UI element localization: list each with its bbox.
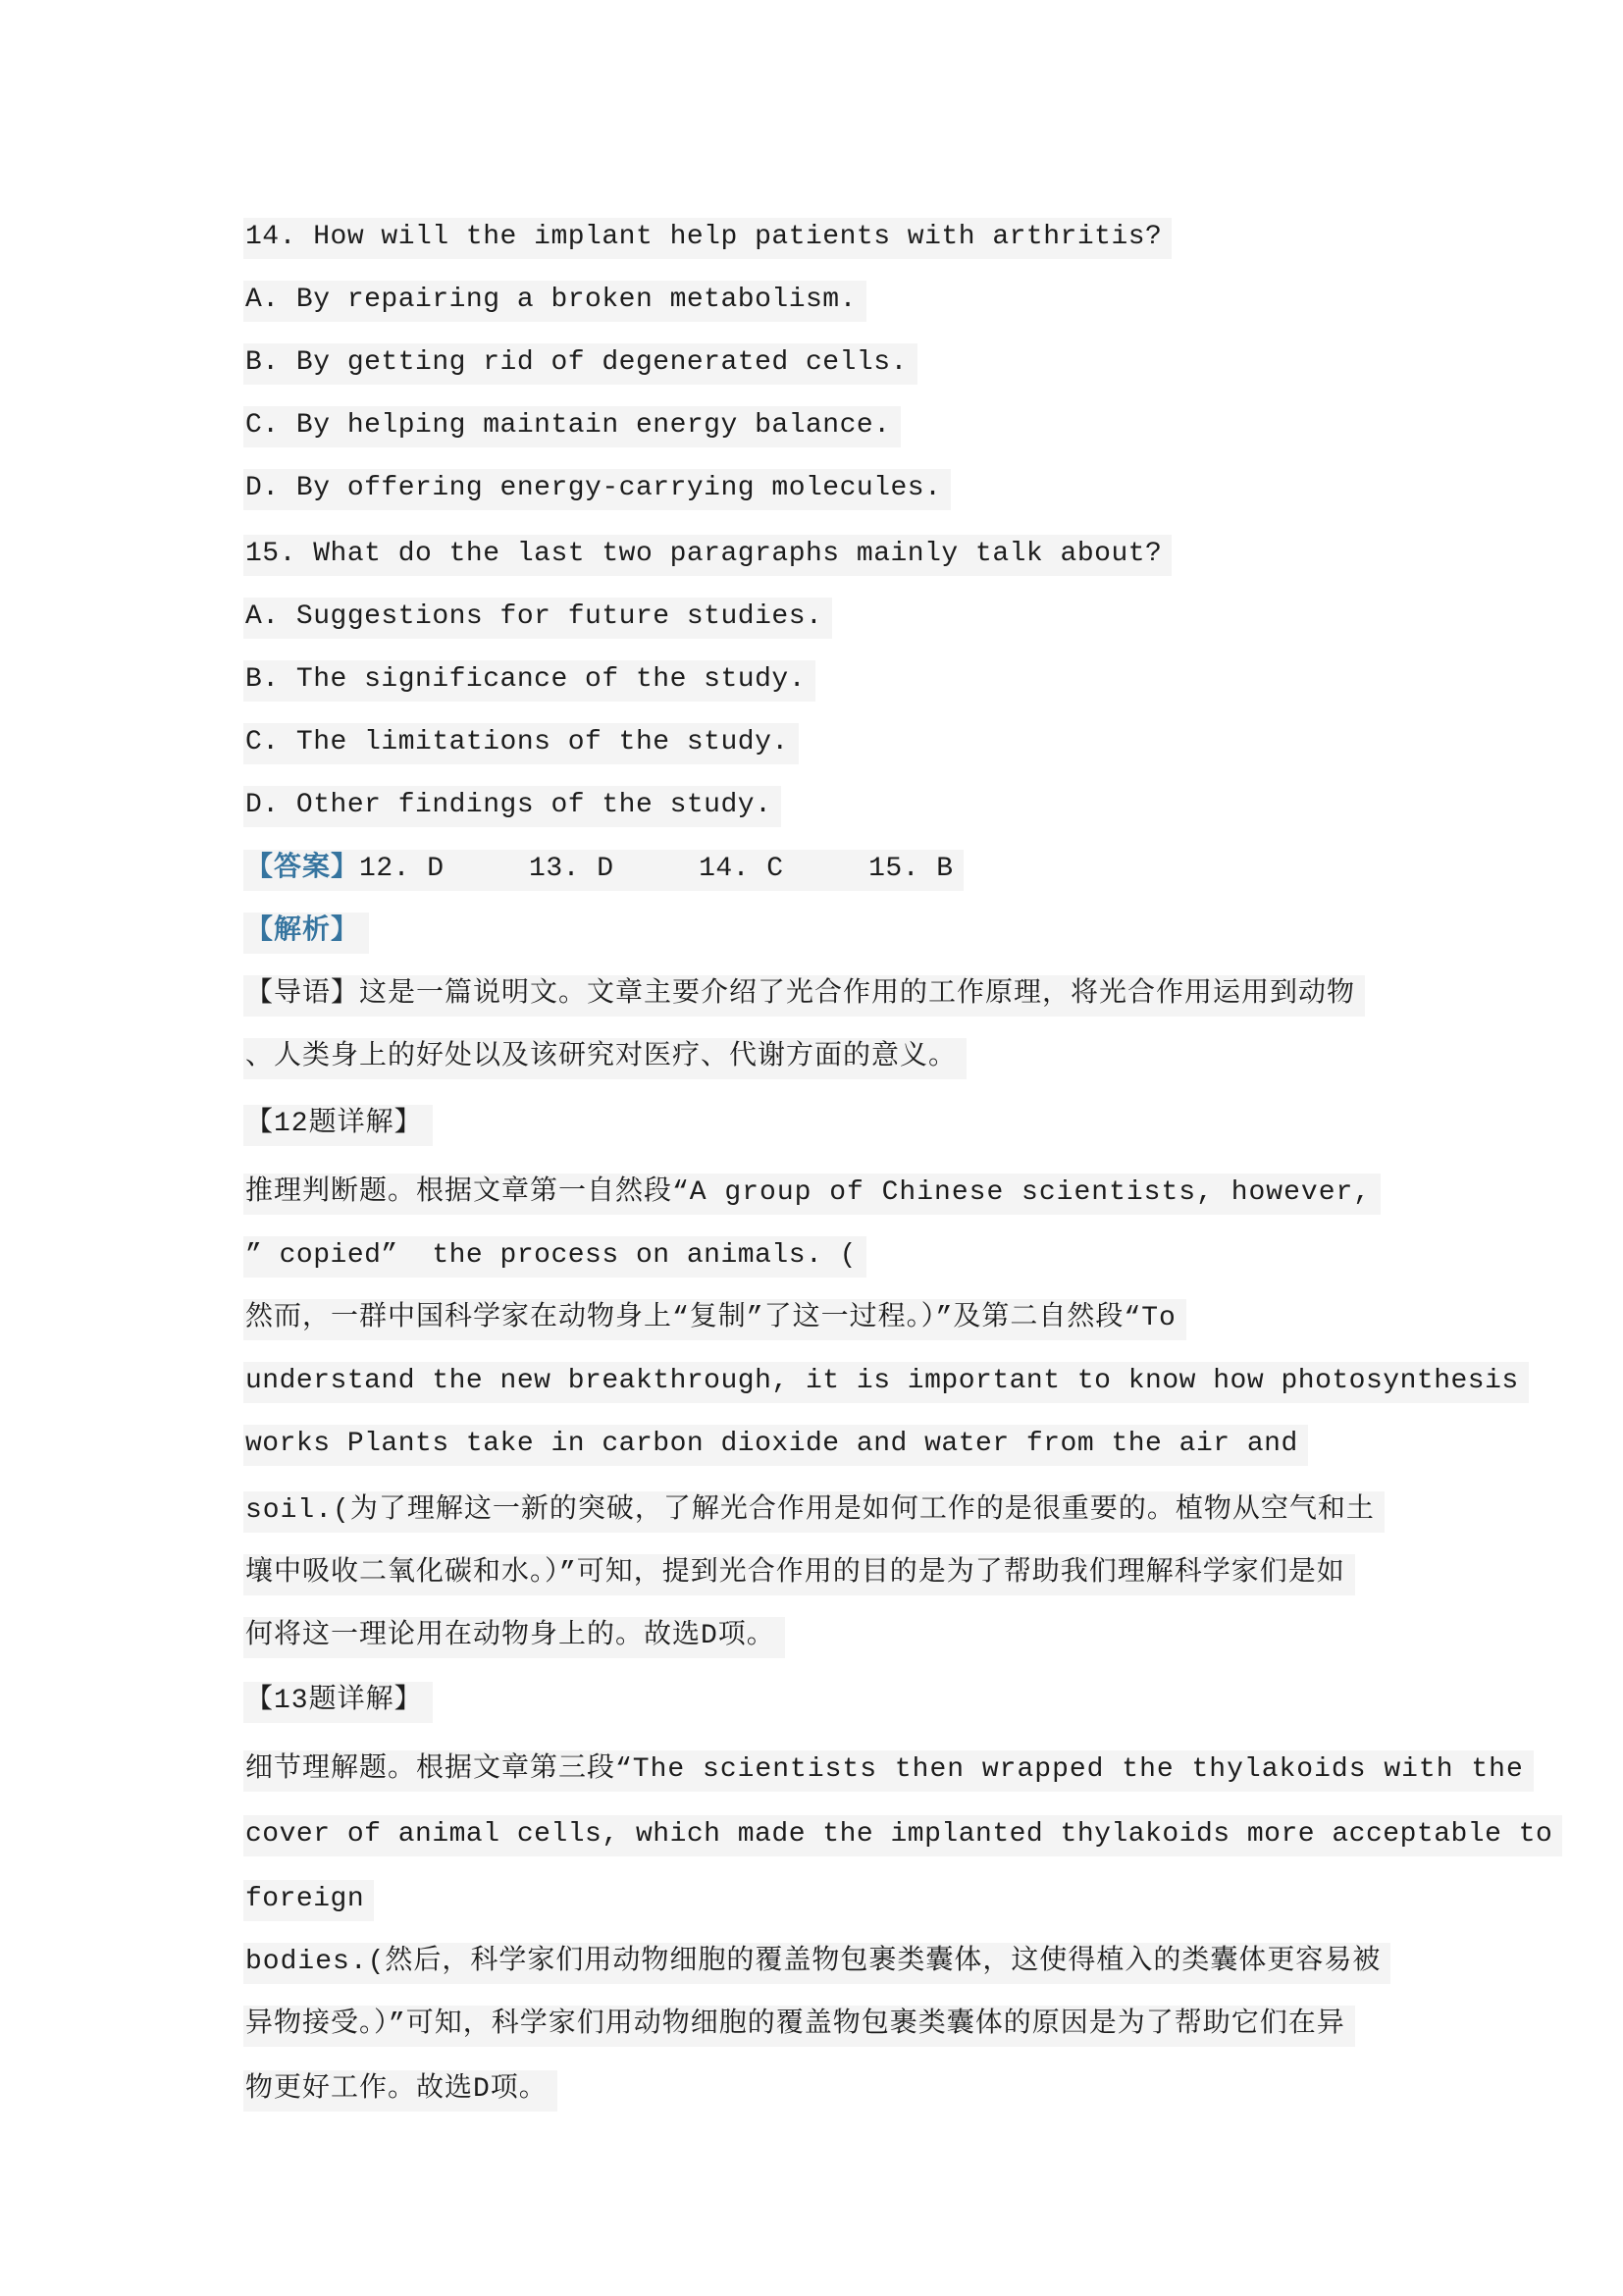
analysis-label-line bbox=[243, 913, 369, 954]
question-15-option-d: D. Other findings of the study. bbox=[243, 786, 781, 827]
question-15 bbox=[243, 535, 1172, 576]
detail12-line-2: ” copied” the process on animals. ( bbox=[243, 1236, 866, 1278]
detail12-line-6: soil.(为了理解这一新的突破，了解光合作用是如何工作的是很重要的。植物从空气和土 bbox=[243, 1491, 1385, 1533]
detail13-line-1: 细节理解题。根据文章第三段“The scientists then wrapped the thylakoids with the bbox=[243, 1750, 1534, 1792]
detail12-heading: 【12题详解】 bbox=[243, 1105, 433, 1146]
lead-label: 【导语】 bbox=[245, 979, 360, 1010]
answer-values: 12. D 13. D 14. C 15. B bbox=[359, 854, 954, 884]
question-14 bbox=[243, 218, 1172, 259]
question-14-option-c: C. By helping maintain energy balance. bbox=[243, 406, 901, 447]
lead-line-1: 【导语】这是一篇说明文。文章主要介绍了光合作用的工作原理，将光合作用运用到动物 bbox=[243, 975, 1365, 1017]
detail13-line-6: 物更好工作。故选D项。 bbox=[243, 2070, 557, 2112]
question-15-option-a: A. Suggestions for future studies. bbox=[243, 598, 832, 639]
question-14-option-d: D. By offering energy-carrying molecules. bbox=[243, 469, 951, 510]
detail12-line-7: 壤中吸收二氧化碳和水。）”可知，提到光合作用的目的是为了帮助我们理解科学家们是如 bbox=[243, 1554, 1355, 1595]
question-14-text: 14. How will the implant help patients with arthritis? bbox=[243, 218, 1172, 259]
question-14-option-a: A. By repairing a broken metabolism. bbox=[243, 281, 866, 322]
detail13-line-2: cover of animal cells, which made the implanted thylakoids more acceptable to bbox=[243, 1815, 1562, 1856]
detail13-line-5: 异物接受。）”可知，科学家们用动物细胞的覆盖物包裹类囊体的原因是为了帮助它们在异 bbox=[243, 2006, 1355, 2047]
answer-line bbox=[243, 850, 964, 891]
detail12-line-5: works Plants take in carbon dioxide and water from the air and bbox=[243, 1425, 1308, 1466]
detail13-line-4: bodies.(然后，科学家们用动物细胞的覆盖物包裹类囊体，这使得植入的类囊体更容易被 bbox=[243, 1943, 1390, 1984]
answer-label: 【答案】 bbox=[245, 854, 360, 884]
question-14-option-b: B. By getting rid of degenerated cells. bbox=[243, 343, 917, 385]
lead-line-2: 、人类身上的好处以及该研究对医疗、代谢方面的意义。 bbox=[243, 1038, 967, 1079]
detail13-line-3: foreign bbox=[243, 1880, 374, 1921]
analysis-label: 【解析】 bbox=[245, 916, 360, 947]
question-15-option-b: B. The significance of the study. bbox=[243, 660, 815, 702]
question-15-text: 15. What do the last two paragraphs mainly talk about? bbox=[243, 535, 1172, 576]
detail12-line-4: understand the new breakthrough, it is important to know how photosynthesis bbox=[243, 1362, 1529, 1403]
detail12-line-3: 然而，一群中国科学家在动物身上“复制”了这一过程。）”及第二自然段“To bbox=[243, 1299, 1186, 1340]
question-15-option-c: C. The limitations of the study. bbox=[243, 723, 799, 764]
detail12-line-1: 推理判断题。根据文章第一自然段“A group of Chinese scientists, however, bbox=[243, 1174, 1381, 1215]
detail12-line-8: 何将这一理论用在动物身上的。故选D项。 bbox=[243, 1617, 785, 1658]
detail13-heading: 【13题详解】 bbox=[243, 1682, 433, 1723]
